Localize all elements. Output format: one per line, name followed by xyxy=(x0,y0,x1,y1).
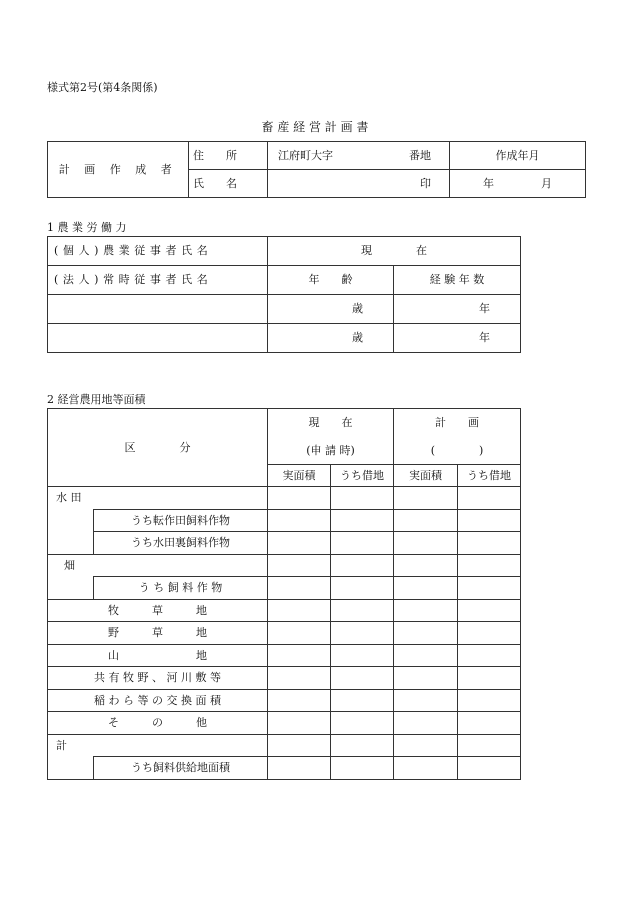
plan-area-cell[interactable] xyxy=(394,644,458,667)
area-row xyxy=(48,509,521,532)
col-plan-leased: うち借地 xyxy=(458,465,521,487)
current-leased-cell[interactable] xyxy=(331,757,394,780)
address-field[interactable]: 江府町大字 番地 xyxy=(268,142,450,170)
plan-area-cell[interactable] xyxy=(394,667,458,690)
section1-heading: 1 農 業 労 働 力 xyxy=(47,221,127,234)
current-area-cell[interactable] xyxy=(268,532,331,555)
plan-leased-cell[interactable] xyxy=(458,577,521,600)
area-row xyxy=(48,712,521,735)
plan-area-cell[interactable] xyxy=(394,734,458,757)
plan-sub-label: ( ) xyxy=(394,437,521,465)
current-sub-label: (申 請 時) xyxy=(268,437,394,465)
plan-area-cell[interactable] xyxy=(394,554,458,577)
plan-leased-cell[interactable] xyxy=(458,509,521,532)
area-row xyxy=(48,622,521,645)
area-row-label: 山 地 xyxy=(48,644,268,667)
plan-leased-cell[interactable] xyxy=(458,757,521,780)
corporate-label: (法人)常時従事者氏名 xyxy=(48,266,268,295)
experience-field-1[interactable]: 年 xyxy=(394,295,521,324)
creator-label: 計 画 作 成 者 xyxy=(48,142,189,198)
current-leased-cell[interactable] xyxy=(331,599,394,622)
current-area-cell[interactable] xyxy=(268,577,331,600)
plan-area-cell[interactable] xyxy=(394,532,458,555)
area-row xyxy=(48,577,521,600)
current-area-cell[interactable] xyxy=(268,487,331,510)
area-row xyxy=(48,757,521,780)
area-row-label: 野 草 地 xyxy=(48,622,268,645)
current-leased-cell[interactable] xyxy=(331,554,394,577)
current-leased-cell[interactable] xyxy=(331,577,394,600)
group-indent-cell xyxy=(48,577,94,600)
current-label: 現 在 xyxy=(268,237,521,266)
plan-area-cell[interactable] xyxy=(394,577,458,600)
plan-area-cell[interactable] xyxy=(394,689,458,712)
current-leased-cell[interactable] xyxy=(331,689,394,712)
plan-leased-cell[interactable] xyxy=(458,599,521,622)
plan-leased-cell[interactable] xyxy=(458,532,521,555)
current-area-cell[interactable] xyxy=(268,757,331,780)
area-row-label: うち水田裏飼料作物 xyxy=(94,532,268,555)
area-row-label: 共 有 牧 野 、 河 川 敷 等 xyxy=(48,667,268,690)
area-row xyxy=(48,532,521,555)
individual-label: (個人)農業従事者氏名 xyxy=(48,237,268,266)
worker-name-field-1[interactable] xyxy=(48,295,268,324)
age-label: 年 齢 xyxy=(268,266,394,295)
created-ym-field[interactable]: 年 月 xyxy=(450,170,586,198)
area-row-label: うち転作田飼料作物 xyxy=(94,509,268,532)
age-field-1[interactable]: 歳 xyxy=(268,295,394,324)
area-row-label: うち飼料供給地面積 xyxy=(94,757,268,780)
age-field-2[interactable]: 歳 xyxy=(268,324,394,353)
current-area-cell[interactable] xyxy=(268,734,331,757)
seal-mark: 印 xyxy=(420,176,431,190)
plan-label: 計 画 xyxy=(394,409,521,437)
col-plan-area: 実面積 xyxy=(394,465,458,487)
kubun-label: 区 分 xyxy=(48,409,268,487)
area-row xyxy=(48,599,521,622)
name-label: 氏 名 xyxy=(189,170,268,198)
labor-table xyxy=(47,236,521,353)
group-indent-cell xyxy=(48,757,94,780)
area-row-label: う ち 飼 料 作 物 xyxy=(94,577,268,600)
area-row-label: そ の 他 xyxy=(48,712,268,735)
area-row xyxy=(48,487,521,510)
plan-area-cell[interactable] xyxy=(394,712,458,735)
area-row-label: 計 xyxy=(48,734,268,757)
area-row xyxy=(48,667,521,690)
plan-leased-cell[interactable] xyxy=(458,554,521,577)
created-ym-label: 作成年月 xyxy=(450,142,586,170)
plan-area-cell[interactable] xyxy=(394,487,458,510)
plan-leased-cell[interactable] xyxy=(458,487,521,510)
area-row-label: 畑 xyxy=(48,554,268,577)
area-row-label: 牧 草 地 xyxy=(48,599,268,622)
plan-leased-cell[interactable] xyxy=(458,622,521,645)
plan-leased-cell[interactable] xyxy=(458,667,521,690)
current-leased-cell[interactable] xyxy=(331,667,394,690)
current-area-cell[interactable] xyxy=(268,712,331,735)
current-area-cell[interactable] xyxy=(268,554,331,577)
section2-heading: 2 経営農用地等面積 xyxy=(47,393,146,406)
current-leased-cell[interactable] xyxy=(331,487,394,510)
plan-area-cell[interactable] xyxy=(394,599,458,622)
plan-area-cell[interactable] xyxy=(394,622,458,645)
area-row xyxy=(48,734,521,757)
current-leased-cell[interactable] xyxy=(331,644,394,667)
current-leased-cell[interactable] xyxy=(331,622,394,645)
experience-label: 経 験 年 数 xyxy=(394,266,521,295)
current-area-cell[interactable] xyxy=(268,689,331,712)
experience-field-2[interactable]: 年 xyxy=(394,324,521,353)
area-row xyxy=(48,554,521,577)
plan-leased-cell[interactable] xyxy=(458,689,521,712)
worker-name-field-2[interactable] xyxy=(48,324,268,353)
document-title: 畜 産 経 営 計 画 書 xyxy=(261,120,369,134)
col-current-area: 実面積 xyxy=(268,465,331,487)
form-number: 様式第2号(第4条関係) xyxy=(47,81,158,94)
current-leased-cell[interactable] xyxy=(331,734,394,757)
current-leased-cell[interactable] xyxy=(331,509,394,532)
plan-leased-cell[interactable] xyxy=(458,644,521,667)
creator-table xyxy=(47,141,586,198)
area-row xyxy=(48,644,521,667)
plan-area-cell[interactable] xyxy=(394,757,458,780)
area-row xyxy=(48,689,521,712)
current-area-cell[interactable] xyxy=(268,599,331,622)
area-row-label: 稲 わ ら 等 の 交 換 面 積 xyxy=(48,689,268,712)
current-area-cell[interactable] xyxy=(268,509,331,532)
group-indent-cell xyxy=(48,532,94,555)
current-area-cell[interactable] xyxy=(268,644,331,667)
group-indent-cell xyxy=(48,509,94,532)
col-current-leased: うち借地 xyxy=(331,465,394,487)
current-area-cell[interactable] xyxy=(268,667,331,690)
name-field[interactable] xyxy=(268,170,450,198)
address-label: 住 所 xyxy=(189,142,268,170)
plan-area-cell[interactable] xyxy=(394,509,458,532)
area-table xyxy=(47,408,521,780)
plan-leased-cell[interactable] xyxy=(458,712,521,735)
current-leased-cell[interactable] xyxy=(331,532,394,555)
current-leased-cell[interactable] xyxy=(331,712,394,735)
plan-leased-cell[interactable] xyxy=(458,734,521,757)
current-label: 現 在 xyxy=(268,409,394,437)
current-area-cell[interactable] xyxy=(268,622,331,645)
area-row-label: 水 田 xyxy=(48,487,268,510)
